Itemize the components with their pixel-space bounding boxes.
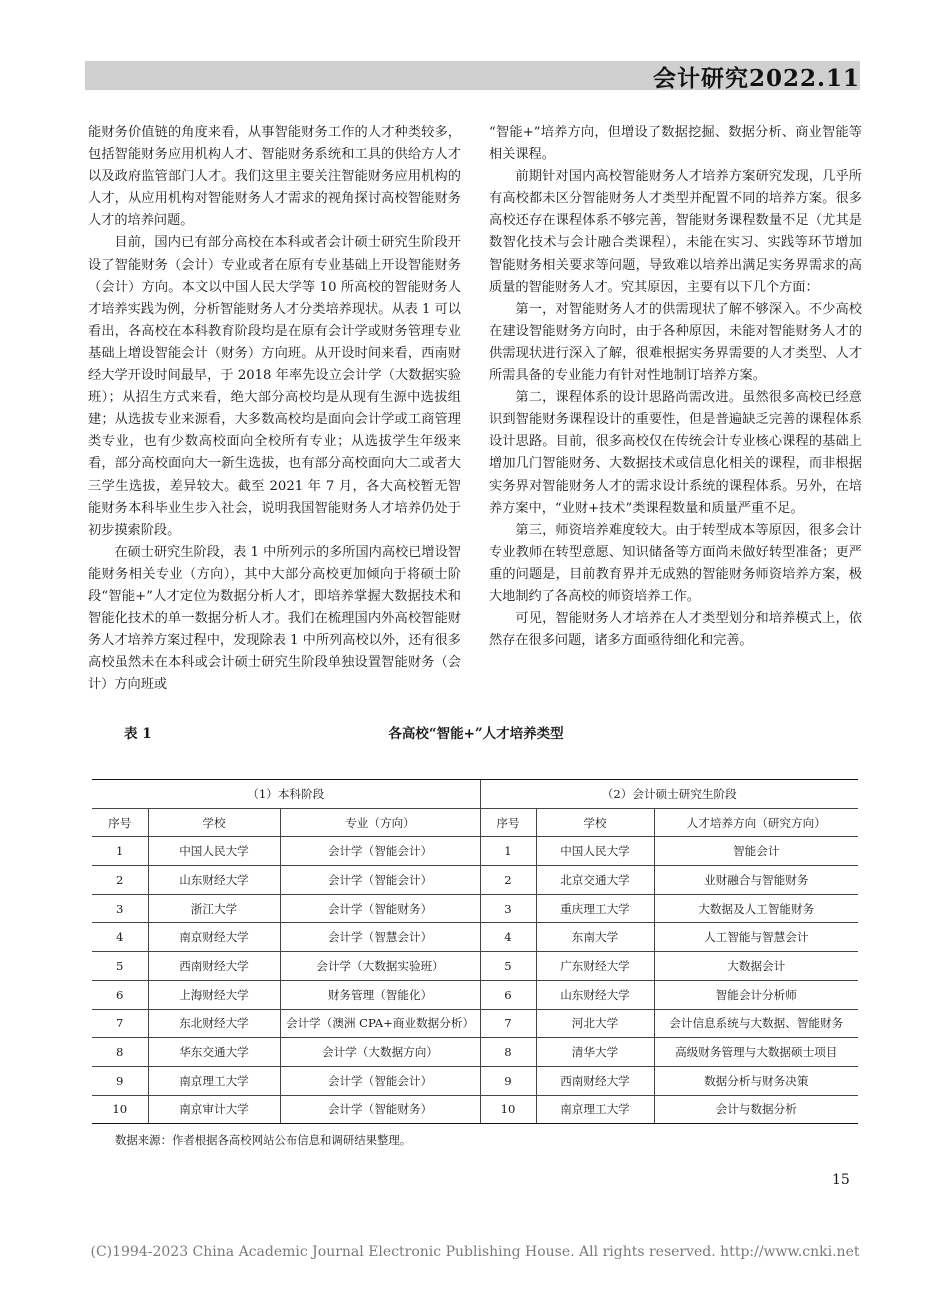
table-cell: 上海财经大学 — [148, 980, 280, 1009]
table-cell: 南京理工大学 — [536, 1095, 654, 1124]
table-body — [92, 837, 858, 1124]
table-row — [92, 894, 858, 923]
table-cell: 会计学（智能财务） — [280, 1095, 480, 1124]
column-header: 学校 — [536, 808, 654, 837]
paragraph: 前期针对国内高校智能财务人才培养方案研究发现，几乎所有高校都未区分智能财务人才类型并配置不同的培养方案。很多高校还存在课程体系不够完善，智能财务课程数量不足（尤其是数智化技术与会计融合类课程），未能在实习、实践等环节增加智能财务相关要求等问题，导致难以培养出满足实务界需求的高质量的智能财务人才。究其原因，主要有以下几个方面： — [489, 169, 862, 295]
table-cell: 业财融合与智能财务 — [654, 866, 858, 895]
table-cell: 山东财经大学 — [536, 980, 654, 1009]
table-cell: 会计学（智能会计） — [280, 837, 480, 866]
table-cell: 会计与数据分析 — [654, 1095, 858, 1124]
paragraph: 第三，师资培养难度较大。由于转型成本等原因，很多会计专业教师在转型意愿、知识储备等方面尚未做好转型准备；更严重的问题是，目前教育界并无成熟的智能财务师资培养方案，极大地制约了各高校的师资培养工作。 — [489, 522, 862, 604]
table-row — [92, 866, 858, 895]
paragraph: 第二，课程体系的设计思路尚需改进。虽然很多高校已经意识到智能财务课程设计的重要性，但是普遍缺乏完善的课程体系设计思路。目前，很多高校仅在传统会计专业核心课程的基础上增加几门智能财务、大数据技术或信息化相关的课程，而非根据实务界对智能财务人才的需求设计系统的课程体系。另外，在培养方案中，“业财+技术”类课程数量和质量严重不足。 — [489, 390, 862, 516]
group-undergrad-header: （1）本科阶段 — [92, 780, 480, 809]
table-cell: 8 — [92, 1038, 148, 1067]
table-source-note: 数据来源：作者根据各高校网站公布信息和调研结果整理。 — [115, 1133, 412, 1147]
table-cell: 会计学（澳洲 CPA+商业数据分析） — [280, 1009, 480, 1038]
left-text-column — [88, 122, 461, 696]
table-cell: 广东财经大学 — [536, 952, 654, 981]
table-cell: 会计信息系统与大数据、智能财务 — [654, 1009, 858, 1038]
table-cell: 南京审计大学 — [148, 1095, 280, 1124]
group-master-header: （2）会计硕士研究生阶段 — [480, 780, 858, 809]
table-caption — [92, 722, 860, 742]
table-cell: 会计学（大数据实验班） — [280, 952, 480, 981]
table-cell: 智能会计分析师 — [654, 980, 858, 1009]
table-cell: 重庆理工大学 — [536, 894, 654, 923]
table-cell: 会计学（智能会计） — [280, 1066, 480, 1095]
table-cell: 10 — [480, 1095, 536, 1124]
table-cell: 会计学（智能会计） — [280, 866, 480, 895]
table-cell: 大数据会计 — [654, 952, 858, 981]
right-text-column — [489, 122, 862, 652]
table-cell: 山东财经大学 — [148, 866, 280, 895]
table-cell: 2 — [480, 866, 536, 895]
table-cell: 2 — [92, 866, 148, 895]
table-cell: 5 — [480, 952, 536, 981]
table-row — [92, 1038, 858, 1067]
table-number: 表 1 — [124, 726, 152, 742]
table-cell: 中国人民大学 — [148, 837, 280, 866]
table-cell: 人工智能与智慧会计 — [654, 923, 858, 952]
table-cell: 9 — [480, 1066, 536, 1095]
column-header: 序号 — [480, 808, 536, 837]
table-cell: 9 — [92, 1066, 148, 1095]
table-cell: 南京财经大学 — [148, 923, 280, 952]
table-row — [92, 952, 858, 981]
table-cell: 数据分析与财务决策 — [654, 1066, 858, 1095]
column-header: 序号 — [92, 808, 148, 837]
table-cell: 3 — [92, 894, 148, 923]
table-row — [92, 1066, 858, 1095]
table-cell: 5 — [92, 952, 148, 981]
paragraph: 第一，对智能财务人才的供需现状了解不够深入。不少高校在建设智能财务方向时，由于各种原因，未能对智能财务人才的供需现状进行深入了解，很难根据实务界需要的人才类型、人才所需具备的专业能力有针对性地制订培养方案。 — [489, 301, 862, 384]
table-row — [92, 837, 858, 866]
table-title: 各高校“智能+”人才培养类型 — [388, 726, 564, 742]
table-cell: 1 — [480, 837, 536, 866]
table-row — [92, 923, 858, 952]
table-cell: 3 — [480, 894, 536, 923]
table-cell: 东南大学 — [536, 923, 654, 952]
table-cell: 浙江大学 — [148, 894, 280, 923]
table-cell: 西南财经大学 — [148, 952, 280, 981]
table-cell: 10 — [92, 1095, 148, 1124]
table-cell: 7 — [92, 1009, 148, 1038]
table-cell: 智能会计 — [654, 837, 858, 866]
table-cell: 会计学（大数据方向） — [280, 1038, 480, 1067]
paragraph: 在硕士研究生阶段，表 1 中所列示的多所国内高校已增设智能财务相关专业（方向），其中大部分高校更加倾向于将硕士阶段“智能+”人才定位为数据分析人才，即培养掌握大数据技术和智能化技术的单一数据分析人才。我们在梳理国内外高校智能财务人才培养方案过程中，发现除表 1 中所列高校以外，还有很多高校虽然未在本科或会计硕士研究生阶段单独设置智能财务（会计）方向班或 — [88, 544, 461, 693]
page-number: 15 — [832, 1172, 850, 1188]
table-row — [92, 1009, 858, 1038]
paragraph: 目前，国内已有部分高校在本科或者会计硕士研究生阶段开设了智能财务（会计）专业或者在原有专业基础上开设智能财务（会计）方向。本文以中国人民大学等 10 所高校的智能财务人才培养实践为例，分析智能财务人才分类培养现状。从表 1 可以看出，各高校在本科教育阶段均是在原有会计学或财务管理专业基础上增设智能会计（财务）方向班。从开设时间来看，西南财经大学开设时间最早，于 2018 年率先设立会计学（大数据实验班）；从招生方式来看，绝大部分高校均是从现有生源中选拔组建；从选拔专业来源看，大多数高校均是面向会计学或工商管理类专业，也有少数高校面向全校所有专业；从选拔学生年级来看，部分高校面向大一新生选拔，也有部分高校面向大二或者大三学生选拔，差异较大。截至 2021 年 7 月，各大高校暂无智能财务本科毕业生步入社会，说明我国智能财务人才培养仍处于初步摸索阶段。 — [88, 235, 461, 538]
table-cell: 8 — [480, 1038, 536, 1067]
table-cell: 会计学（智能财务） — [280, 894, 480, 923]
table-cell: 高级财务管理与大数据硕士项目 — [654, 1038, 858, 1067]
paragraph: 能财务价值链的角度来看，从事智能财务工作的人才种类较多，包括智能财务应用机构人才、智能财务系统和工具的供给方人才以及政府监管部门人才。我们这里主要关注智能财务应用机构的人才，从应用机构对智能财务人才需求的视角探讨高校智能财务人才的培养问题。 — [88, 125, 461, 229]
table-cell: 华东交通大学 — [148, 1038, 280, 1067]
table-row — [92, 1095, 858, 1124]
table-cell: 会计学（智慧会计） — [280, 923, 480, 952]
table-cell: 1 — [92, 837, 148, 866]
column-header: 人才培养方向（研究方向） — [654, 808, 858, 837]
table-column-header-row — [92, 808, 858, 837]
table-cell: 河北大学 — [536, 1009, 654, 1038]
table-cell: 北京交通大学 — [536, 866, 654, 895]
table-cell: 中国人民大学 — [536, 837, 654, 866]
table-group-header-row — [92, 780, 858, 809]
paragraph: 可见，智能财务人才培养在人才类型划分和培养模式上，依然存在很多问题，诸多方面亟待细化和完善。 — [489, 611, 862, 649]
table-cell: 清华大学 — [536, 1038, 654, 1067]
talent-training-table — [92, 779, 858, 1124]
column-header: 专业（方向） — [280, 808, 480, 837]
table-cell: 7 — [480, 1009, 536, 1038]
table-cell: 6 — [480, 980, 536, 1009]
table-cell: 4 — [92, 923, 148, 952]
table-cell: 东北财经大学 — [148, 1009, 280, 1038]
table-cell: 南京理工大学 — [148, 1066, 280, 1095]
journal-title: 会计研究2022.11 — [652, 65, 860, 92]
column-header: 学校 — [148, 808, 280, 837]
table-cell: 财务管理（智能化） — [280, 980, 480, 1009]
table-row — [92, 980, 858, 1009]
table-cell: 西南财经大学 — [536, 1066, 654, 1095]
copyright-line: (C)1994-2023 China Academic Journal Electronic Publishing House. All rights reserved. http://www.cnki.net — [90, 1244, 860, 1260]
table-cell: 6 — [92, 980, 148, 1009]
paragraph: “智能+”培养方向，但增设了数据挖掘、数据分析、商业智能等相关课程。 — [489, 125, 862, 163]
table-cell: 大数据及人工智能财务 — [654, 894, 858, 923]
table-cell: 4 — [480, 923, 536, 952]
